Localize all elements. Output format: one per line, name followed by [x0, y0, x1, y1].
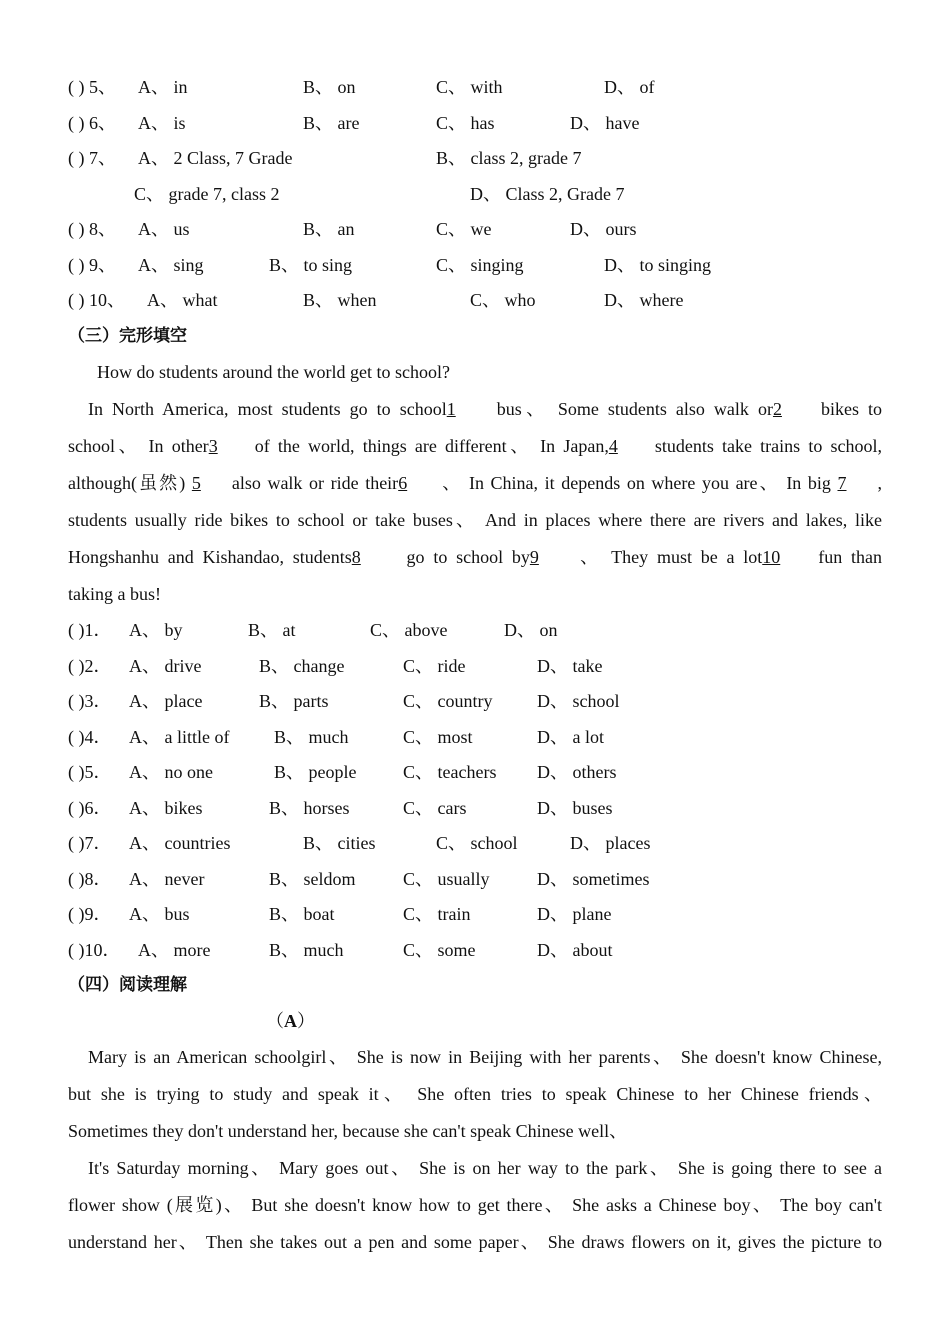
option-b: B、 to sing	[269, 254, 353, 275]
question-number: ( )2．	[68, 655, 112, 676]
option-a: A、 2 Class, 7 Grade	[138, 148, 293, 168]
question-row	[68, 684, 882, 720]
question-row	[68, 933, 882, 969]
passage-line	[68, 428, 882, 465]
question-row-continued	[68, 177, 882, 213]
option-b: B、 boat	[269, 904, 335, 924]
question-number: ( ) 10、	[68, 290, 125, 310]
passage-text: students usually ride bikes to school or take buses、 And in places where there are rivers and lakes, like	[68, 510, 882, 530]
option-d: D、 buses	[537, 797, 613, 818]
passage-text: of the world, things are different、 In Japan,	[254, 436, 609, 456]
passage-text: although(虽然)	[68, 473, 192, 493]
blank-10: 10	[762, 547, 781, 567]
choice-group-cloze	[68, 613, 882, 968]
option-c: C、 with	[436, 77, 503, 97]
option-c: C、 some	[403, 939, 476, 960]
passage-line	[68, 502, 882, 539]
cloze-passage	[68, 391, 882, 613]
passage-line: understand her、 Then she takes out a pen and some paper、 She draws flowers on it, gives the picture to	[68, 1232, 882, 1252]
question-number: ( )8．	[68, 868, 112, 889]
option-a: A、 is	[138, 112, 186, 133]
blank-1: 1	[446, 399, 456, 419]
option-b: B、 are	[303, 112, 360, 133]
passage-text: taking a bus!	[68, 584, 161, 604]
passage-text: ,	[877, 473, 882, 493]
option-c: C、 has	[436, 112, 495, 133]
passage-text: students take trains to school,	[654, 436, 883, 456]
passage-text: In North America, most students go to school	[88, 399, 447, 419]
option-b: B、 change	[259, 655, 345, 676]
question-number: ( ) 8、	[68, 219, 116, 239]
blank-3: 3	[208, 436, 218, 456]
option-b: B、 on	[303, 77, 356, 97]
question-number: ( ) 5、	[68, 77, 116, 97]
question-row	[68, 791, 882, 827]
passage-text: also walk or ride their	[231, 473, 399, 493]
passage-line: Sometimes they don't understand her, because she can't speak Chinese well、	[68, 1121, 628, 1141]
passage-line	[68, 576, 882, 613]
option-c: C、 we	[436, 219, 492, 239]
question-number: ( )9．	[68, 904, 112, 924]
question-row	[68, 613, 882, 649]
option-b: B、 cities	[303, 833, 376, 853]
title-close: ）	[297, 1010, 315, 1032]
option-c: C、 train	[403, 904, 471, 924]
option-c: C、 country	[403, 691, 493, 711]
option-a: A、 in	[138, 77, 188, 97]
option-b: B、 parts	[259, 691, 329, 711]
passage-text: school、 In other	[68, 436, 209, 456]
option-d: D、 take	[537, 655, 603, 676]
option-d: D、 have	[570, 112, 640, 133]
option-c: C、 grade 7, class 2	[134, 183, 280, 204]
passage-line	[68, 391, 882, 428]
option-d: D、 a lot	[537, 726, 604, 747]
question-number: ( )1．	[68, 620, 112, 640]
option-d: D、 places	[570, 833, 651, 853]
question-row	[68, 862, 882, 898]
title-open: （	[266, 1010, 284, 1032]
option-b: B、 much	[274, 726, 349, 747]
question-row	[68, 283, 882, 319]
question-number: ( ) 7、	[68, 148, 116, 168]
option-c: C、 singing	[436, 254, 524, 275]
option-d: D、 plane	[537, 904, 612, 924]
option-c: C、 teachers	[403, 762, 497, 782]
option-b: B、 horses	[269, 797, 350, 818]
option-d: D、 ours	[570, 219, 637, 239]
option-a: A、 sing	[138, 254, 204, 275]
option-a: A、 place	[129, 691, 203, 711]
passage-text: go to school by	[397, 547, 530, 567]
option-b: B、 seldom	[269, 868, 356, 889]
option-d: D、 Class 2, Grade 7	[470, 183, 625, 204]
option-d: D、 where	[604, 290, 684, 310]
section-heading-reading: （四）阅读理解	[68, 975, 187, 995]
option-a: A、 more	[138, 939, 211, 960]
question-number: ( )10．	[68, 939, 121, 960]
question-number: ( )5．	[68, 762, 112, 782]
question-number: ( )3．	[68, 691, 112, 711]
option-a: A、 what	[147, 290, 218, 310]
question-row	[68, 720, 882, 756]
passage-text: 、 In China, it depends on where you are、 In big	[440, 473, 838, 493]
option-a: A、 no one	[129, 762, 213, 782]
option-b: B、 an	[303, 219, 355, 239]
option-c: C、 above	[370, 620, 448, 640]
passage-line: flower show (展览)、 But she doesn't know how to get there、 She asks a Chinese boy、 The boy can't	[68, 1195, 882, 1215]
passage-line	[68, 539, 882, 576]
worksheet-page	[68, 70, 882, 1261]
option-b: B、 at	[248, 620, 296, 640]
blank-9: 9	[529, 547, 539, 567]
passage-line: Mary is an American schoolgirl、 She is now in Beijing with her parents、 She doesn't know Chinese,	[88, 1047, 882, 1067]
option-d: D、 to singing	[604, 254, 712, 275]
option-c: C、 cars	[403, 797, 467, 818]
blank-6: 6	[398, 473, 408, 493]
passage-question: How do students around the world get to school?	[97, 362, 450, 382]
passage-text: fun than	[818, 547, 883, 567]
passage-text: bikes to	[820, 399, 882, 419]
section-heading-cloze: （三）完形填空	[68, 325, 187, 346]
blank-2: 2	[772, 399, 782, 419]
question-number: ( )7．	[68, 833, 112, 853]
option-a: A、 by	[129, 620, 183, 640]
option-d: D、 sometimes	[537, 868, 650, 889]
passage-line: It's Saturday morning、 Mary goes out、 She is on her way to the park、 She is going there to see a	[88, 1158, 882, 1178]
question-row	[68, 212, 882, 248]
option-c: C、 school	[436, 833, 518, 853]
option-a: A、 drive	[129, 655, 202, 676]
option-a: A、 us	[138, 219, 190, 239]
option-d: D、 on	[504, 620, 558, 640]
option-c: C、 ride	[403, 655, 466, 676]
option-d: D、 others	[537, 762, 617, 782]
question-number: ( )4．	[68, 726, 112, 747]
question-row	[68, 70, 882, 106]
reading-passage	[68, 1039, 882, 1261]
option-c: C、 usually	[403, 868, 490, 889]
question-row	[68, 141, 882, 177]
question-number: ( ) 9、	[68, 254, 116, 275]
option-a: A、 countries	[129, 833, 231, 853]
blank-7: 7	[837, 473, 847, 493]
option-b: B、 when	[303, 290, 377, 310]
blank-4: 4	[608, 436, 618, 456]
option-c: C、 who	[470, 290, 536, 310]
passage-text: 、 They must be a lot	[575, 547, 763, 567]
passage-line	[68, 465, 882, 502]
passage-text: Hongshanhu and Kishandao, students	[68, 547, 352, 567]
choice-group-1	[68, 70, 882, 319]
passage-line: but she is trying to study and speak it、 She often tries to speak Chinese to her Chinese friends、	[68, 1084, 882, 1104]
option-a: A、 bikes	[129, 797, 203, 818]
option-a: A、 never	[129, 868, 205, 889]
question-number: ( ) 6、	[68, 112, 116, 133]
blank-8: 8	[351, 547, 361, 567]
option-b: B、 class 2, grade 7	[436, 148, 582, 168]
passage-text: bus、 Some students also walk or	[496, 399, 773, 419]
question-row	[68, 248, 882, 284]
option-d: D、 of	[604, 77, 655, 97]
option-d: D、 school	[537, 691, 620, 711]
question-row	[68, 106, 882, 142]
option-a: A、 bus	[129, 904, 190, 924]
passage-title	[68, 1004, 882, 1040]
option-c: C、 most	[403, 726, 473, 747]
option-a: A、 a little of	[129, 726, 230, 747]
option-b: B、 much	[269, 939, 344, 960]
question-row	[68, 649, 882, 685]
question-row	[68, 826, 882, 862]
question-row	[68, 897, 882, 933]
question-number: ( )6．	[68, 797, 112, 818]
title-letter: A	[284, 1010, 297, 1031]
option-d: D、 about	[537, 939, 613, 960]
question-row	[68, 755, 882, 791]
blank-5: 5	[191, 473, 201, 493]
option-b: B、 people	[274, 762, 357, 782]
